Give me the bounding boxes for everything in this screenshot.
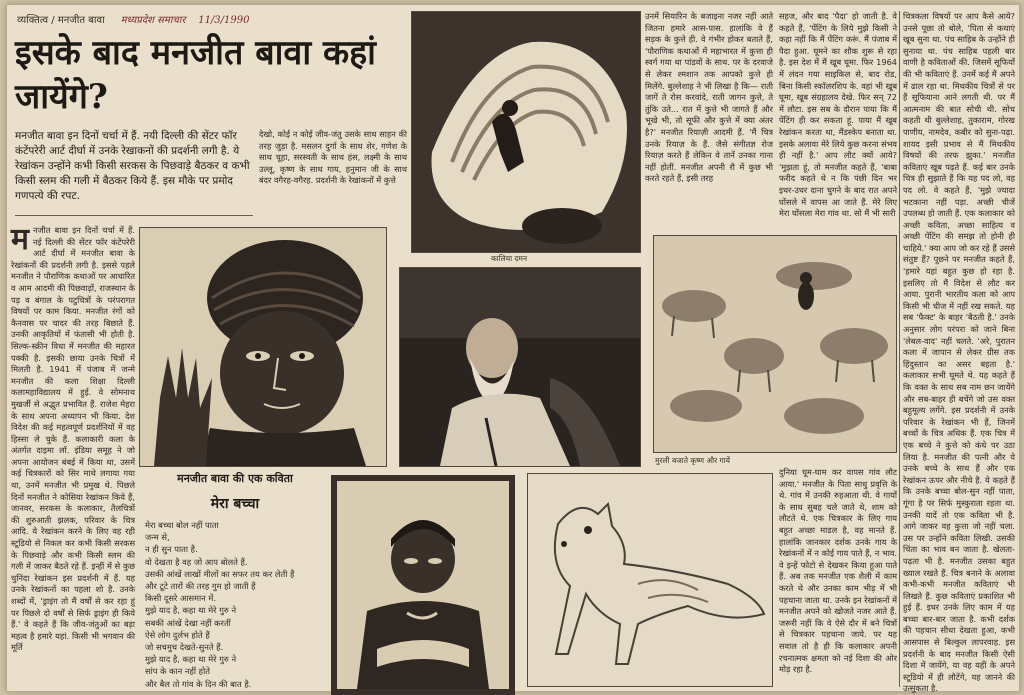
- child-drawing-svg: [337, 481, 509, 689]
- poem-line: सांप के कान नहीं होते: [145, 666, 210, 677]
- handwritten-date: 11/3/1990: [198, 15, 250, 26]
- right-column-1-top: सहज, और बाद 'पैदा' हो जाती है. वे कहते हैं, 'पेंटिंग के लिये मुझे किसी ने कहा नहीं कि मैं पेंटिंग करूं. मैं पंजाब में पैदा हुआ. घूमने का शौक शुरू से रहा है. इस देश में मैं खूब घूमा. फिर 1964 में लंदन गया साइकिल से, बाद रोड, बिना किसी स्कॉलरशिप के. वहां भी खूब घूमा, खूब संग्रहालय देखे. फिर सन् 72 में लौटा. इस सब के दौरान पाया कि मैं पेंटिंग ही कर सकता हूं. पाया मैं खूब रेखांकन करता था, मैंडस्केप बनाता था. इसके अलावा मेरे लिये कुछ करना संभव ही नहीं है.' आप लौट क्यों आये? 'मुझता हूं, तो मनजीत कहते हैं, 'बाबा फरीद कहते थे न कि पंछी दिन भर इधर-उधर दाना चुगने के बाद रात अपने घोंसले में वापस आ जाते हैं. मेरे लिए मेरा घोंसला मेरा गांव था. सो मैं भी सारी: [779, 11, 897, 219]
- intro-column: देखो, कोई न कोई जीव-जंतु उसके साथ साहन की तरह जुड़ा है. मसलन दुर्गा के साथ शेर, गणेश के साथ चूहा, सरस्वती के साथ हंस, लक्ष्मी के साथ उल्लू, कृष्ण के साथ गाय, हनुमान जी के साथ बंदर वगैरह-वगैरह. प्रदर्शनी के रेखांकनों में कुत्ते: [259, 129, 407, 186]
- turban-portrait-drawing: [139, 227, 387, 467]
- drop-cap: म: [11, 222, 29, 257]
- caption-cows: मुरली बजाते कृष्ण और गायें: [655, 456, 731, 465]
- right-column-1-bottom: दुनिया घूम-घाम कर वापस गांव लौट आया.' मनजीत के पिता साधु प्रवृत्ति के थे. गांव में उनकी रुहआता थी. वे गायों के साथ सुबह चले जाते थे, शाम को लौटते थे. एक चित्रकार के लिए गाय बहुत अच्छा माडल है, वह मानते हैं. हालांकि जानकार दर्शक उनके गाय के रेखांकनों में न कोई गाय पाते हैं, न भाव. वे इन्हें फोटो से देखकर किया हुआ पाते हैं. अब तक मनजीत एक शैली में काम करते थे और उनका काम भीड़ में भी पहचाना जाता था. उनके इन रेखांकनों में मनजीत अपने को खोजते नजर आते हैं. जरूरी नहीं कि वे ऐसे दौर में बने चित्रों से चित्रकार पहचाना जाये. पर यह सवाल तो है ही कि कलाकार अपनी रचनात्मक क्षमता को नई दिशा की ओर मोड़ रहा है.: [779, 467, 897, 675]
- clipping-meta: [17, 12, 427, 28]
- column-divider-right: [899, 11, 900, 687]
- kaliya-daman-svg: [412, 12, 640, 252]
- poem-line: उसकी आंखें लाखों मीलों का सफर तय कर लेती हैं: [145, 568, 295, 579]
- poem-line: ऐसे लोग दुर्लभ होते हैं: [145, 629, 210, 640]
- bearded-man-photo: [399, 267, 641, 467]
- poem-line: मेरा बच्चा बोल नहीं पाता: [145, 520, 219, 530]
- poem-line: जो सचमुच देखते-सुनते हैं.: [145, 642, 224, 653]
- dek-rule: [15, 215, 253, 216]
- poem-line: जन्म से,: [145, 532, 170, 543]
- right-column-2: चित्रकला विषयों पर आप कैसे आये? उनसे पूछा तो बोले, 'पिता से कथाएं खूब सुना था. पंच साहिब के उन्होंने ही सुनाया था. पंच साहिब पहली बार वाणी है कविताओं की. जिसमें सूफियों की भी कविताएं हैं. उनमें कई मैं अपने में ढाल रहा था. मिथकीय चित्रों से पर हैं सूफियाना आने लगती थी. पर मैं आत्मनाम की बात सोची थी. सोच कहती थी बुल्लेशाह, तुकाराम, गोरख पाणीय, नामदेव, कबीर को सुना-पढ़ा. शायद इसी प्रभाव से मैं मिथकीय विषयों की तरफ झुका.' मनजीत कविताएं खूब पढ़ते हैं. कई बार उनके चित्र ही सुझाते हैं कि यह पद लो, वह पद लो. वे कहते हैं, 'मुझे ज्यादा भटकाना नहीं पड़ा. अच्छी चीजें उपलब्ध हो जाती हैं. एक कलाकार को अच्छी कविता, अच्छा साहित्य व अच्छी पेंटिंग की समझ तो होनी ही चाहिये.' क्या आप जो कर रहे हैं उससे संतुष्ट हैं? पूछने पर मनजीत कहते हैं, 'हमारे यहां बहुत कुछ हो रहा है. इसलिए तो मैं विदेश से लौट कर आया. पुरानी भारतीय कला को आप किसी भी चीज में नहीं रख सकते. यह सब 'फैक्ट' के बाहर 'बैठती है.' उनके अनुसार लोग परंपरा को जाने बिना 'लेबल-वाद' नहीं चलते. 'अरे, पुरातन कला में जापान से लेकर ग्रीस तक हिंदुस्तान का असर बहता है.' कलाकार सभी घूमते थे. यह कहते हैं कि वक्त के साथ सब नाम छन जायेंगे और सब-बाहर ही बचेंगे जो उस वक्त बहुमूल्य लगेंगे. इस प्रदर्शनी में उनके परिवार के रेखांकन भी हैं, जिनमें बच्चों के चित्र अधिक हैं. एक चित्र में एक बच्चे ने कुत्ते को कंधे पर उठा लिया है. मनजीत की पत्नी और ये उनके बच्चे के साथ हैं और एक रेखांकन ऊपर और नीचे है. ये कहते हैं कि उनके बच्चा बोल-सुन नहीं पाता, गूंगा है पर सिर्फ मुस्कुराता रहता था. उनकी यादें तो एक कविता भी है. आगे जाकर वह कुत्ता जो नहीं चला. उस पर उन्होंने कविता लिखी. उसकी चिंता का भाव बन जाता है. खेलता-पढ़ता भी है. मनजीत उसका बहुत ख्याल रखते हैं. चित्र बनाने के अलावा कभी-कभी मनजीत कविताएं भी लिखते हैं. कुछ कविताएं प्रकाशित भी हुई हैं. इधर उनके लिए काम में यह बच्चा बार-बार जाता है. कभी दर्शक की पहचान सीधा देखता हुआ, कभी आसपास से बिल्कुल लापरवाह. इस प्रदर्शनी के बाद मनजीत किसी ऐसी दिशा में जायेंगे, या वह यहीं के अपने स्टूडियो में ही लौटेंगे, यह जानने की उत्सुकता है.: [903, 11, 1015, 694]
- poem-line: सबकी आंखें देखा नहीं करतीं: [145, 617, 231, 628]
- poem-line: और टूटे तारों की तरह गुम हो जाती हैं: [145, 581, 256, 592]
- poem-line: न ही सुन पाता है.: [145, 544, 198, 555]
- dog-drawing-svg: [528, 474, 772, 686]
- poem-title: मनजीत बावा की एक कविता: [177, 472, 293, 485]
- middle-column: उनमें सियारिन के बजाइना नजर नहीं आते जितना हमारे आस-पास. हालांकि वे हैं सड़क के कुत्ते ही. वे गंभीर होकर बताते हैं, 'पौराणिक कथाओं में महाभारत में कुत्ता ही स्वर्ग गया था पांडवों के साथ. पर के दरवाजे से लेकर श्मशान तक आपको कुत्ते ही मिलेंगे. बुल्लेशाह ने भी लिखा है कि— राती जागें ते रोस करवांदे, राती जागन कुत्ते, ते तुंकि उते... रात में कुत्ते भी जागते हैं और भूखे भी, तो सूफी और कुत्ते में क्या अंतर है?' मनजीत रियाज़ी आदमी हैं. 'मैं चित्र उनके रियाज़ के हैं. जैसे संगीतज्ञ रोज रियाज़ करते हैं लेकिन वे तानें उनका गाना नहीं होतीं. मनजीत अपनी रौ में कुछ भी करते रहते हैं, इसी तरह: [645, 11, 773, 184]
- section-label: व्यक्तित्व / मनजीत बावा: [17, 15, 105, 26]
- poem-line: और बैल तो गांव के दिन की बात है.: [145, 678, 252, 689]
- poem-line: किसी दूसरे आसमान में.: [145, 593, 217, 604]
- poem-line: वो देखता है वह जो आप बोलते हैं.: [145, 556, 248, 567]
- poem-line: मुझे याद है, कहा था मेरे गुरु ने: [145, 654, 237, 665]
- kaliya-daman-drawing: [411, 11, 641, 253]
- dog-drawing: [527, 473, 773, 687]
- cows-krishna-drawing: [653, 235, 897, 453]
- caption-kaliya: कालिया दमन: [491, 254, 528, 263]
- turban-portrait-svg: [140, 228, 386, 466]
- cows-krishna-svg: [654, 236, 896, 452]
- child-drawing: [331, 475, 515, 695]
- body-column-1: [11, 222, 135, 687]
- poem-box: [145, 471, 325, 687]
- handwritten-source: मध्यप्रदेश समाचार: [120, 15, 186, 26]
- body-column-1-text: नजीत बावा इन दिनों चर्चा में हैं. नई दिल्ली की सेंटर फॉर कंटेंपरेरी आर्ट दीर्घा में मनजीत बावा के रेखांकनों की प्रदर्शनी लगी है. इससे पहले मनजीत ने पौराणिक कथाओं पर आधारित व आम आदमी की पिछवाड़ों, राजस्थान के पड़ व बंगाल के पटुचित्रों के परंपरागत विषयों पर काम किया. मनजीत रंगों को कैनवास पर चादर की तरह बिछाते हैं. उनकी आकृतियों में फंतासी भी होती है. सिल्क-स्क्रीन विधा में मनजीत की महारत पक्की है. इसकी छाया उनके चित्रों में मिलती है. 1941 में पंजाब में जन्मे मनजीत की कला शिक्षा दिल्ली कलामहाविद्यालय में हुई. वे सोमनाथ मुखर्जी से अद्भुत प्रभावित हैं. राजेश मेहरा के साथ अपना अध्यापन भी किया. देश विदेश की कई महत्वपूर्ण प्रदर्शनियों में वह हिस्सा ले चुके हैं. कलाकारी कला के अंतर्गत दाइमा लॉ. इंडिया समूह ने जो अपना आयोजन बंबई में किया था, उसमें कई चित्रकारों को सिर माथे लगाया गया था, उनमें मनजीत भी प्रमुख थे. पिछले दिनों मनजीत ने कोसिया रेखांकन किये हैं, जानवर, सरकस के कलाकार, तैलचित्रों की शुरुआती झलक, परिवार के चित्र आदि. ये रेखांकन करने के लिए वह रही स्टूडियो से निकल कर कभी किसी सरकस के पिछवाड़े और कभी किसी स्लम की गली में जाकर बैठते रहे हैं. इन्हीं में से कुछ चुनिंदा रेखांकन इस प्रदर्शनी में हैं. यह उनके रेखांकनों का पहला शो है. उनके शब्दों में, 'ड्राइंग तो मैं वर्षों से कर रहा हूं पर पिछले दो वर्षों से सिर्फ ड्राइंग ही किये हैं.' वे कहते हैं कि जीव-जंतुओं का बड़ा महत्व है हमारे यहां. किसी भी भगवान की मूर्ति: [11, 225, 135, 653]
- headline: इसके बाद मनजीत बावा कहां जायेंगे?: [15, 33, 376, 117]
- newspaper-page: [6, 4, 1020, 692]
- poem-subtitle: मेरा बच्चा: [210, 496, 260, 512]
- bearded-man-svg: [400, 268, 640, 466]
- poem-line: मुझे याद है, कहा था मेरे गुरु ने: [145, 605, 237, 616]
- poem-lines: [145, 519, 325, 689]
- dek-text: मनजीत बावा इन दिनों चर्चा में हैं. नयी दिल्ली की सेंटर फॉर कंटेंपरेरी आर्ट दीर्घा में उनके रेखाकनों की प्रदर्शनी लगी है. ये रेखांकन उन्होंने कभी किसी सरकस के पिछवाड़े बैठकर व कभी किसी स्लम की गली में बैठकर किये हैं. इस मौके पर प्रमोद गणपत्ये की रपट.: [15, 130, 250, 202]
